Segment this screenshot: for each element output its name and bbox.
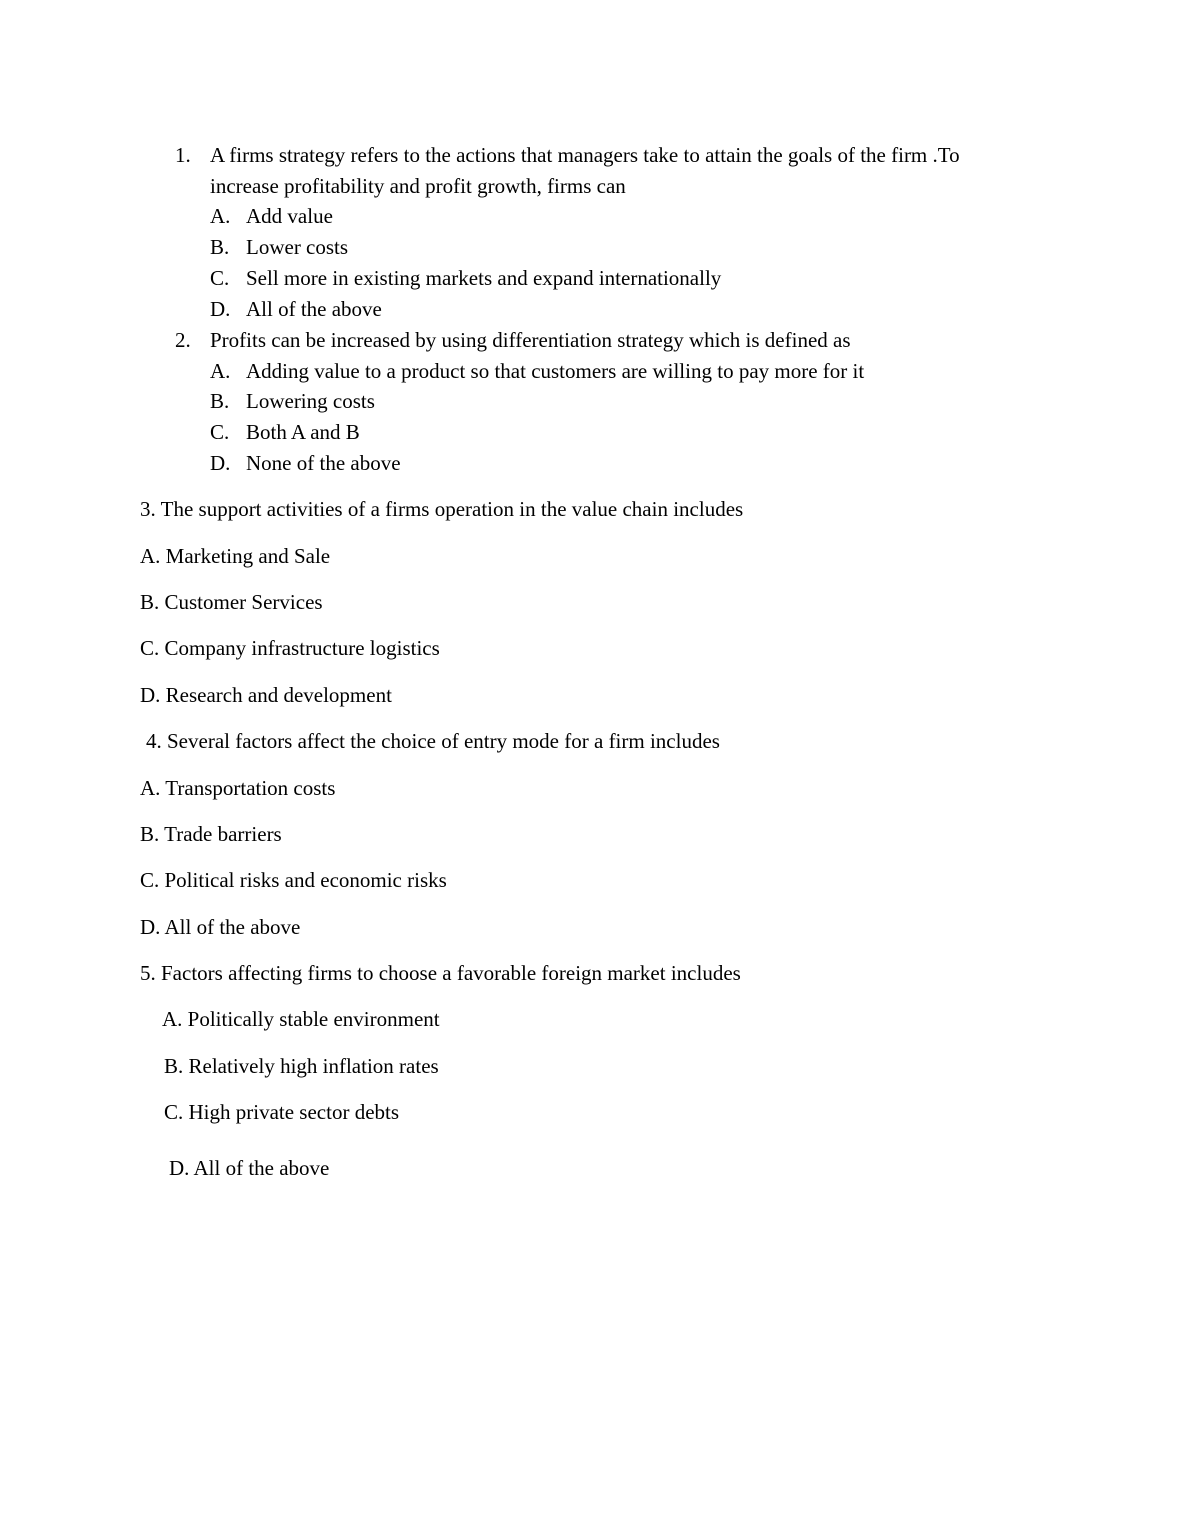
option-letter: D.: [210, 297, 231, 321]
option-item: A. Transportation costs: [140, 776, 336, 800]
question-text-continued: increase profitability and profit growth, firms can: [210, 174, 626, 198]
option-item: A. Marketing and Sale: [140, 544, 331, 568]
question-text: 5. Factors affecting firms to choose a favorable foreign market includes: [140, 961, 741, 985]
option-text: Lower costs: [246, 235, 349, 259]
option-text: All of the above: [246, 297, 382, 321]
question-text: Profits can be increased by using differentiation strategy which is defined as: [210, 328, 851, 352]
option-letter: D.: [210, 451, 231, 475]
option-item: D. All of the above: [140, 915, 301, 939]
option-item: A. Politically stable environment: [162, 1007, 440, 1031]
question-text: 3. The support activities of a firms operation in the value chain includes: [140, 497, 744, 521]
option-text: Both A and B: [246, 420, 360, 444]
option-letter: B.: [210, 235, 230, 259]
option-text: Sell more in existing markets and expand internationally: [246, 266, 722, 290]
question-text: A firms strategy refers to the actions that managers take to attain the goals of the firm .To: [210, 143, 960, 167]
option-item: C. Company infrastructure logistics: [140, 636, 440, 660]
option-item: D. All of the above: [169, 1156, 330, 1180]
option-letter: C.: [210, 266, 230, 290]
option-text: Adding value to a product so that customers are willing to pay more for it: [246, 359, 865, 383]
option-letter: A.: [210, 359, 231, 383]
option-item: C. High private sector debts: [164, 1100, 400, 1124]
option-letter: C.: [210, 420, 230, 444]
question-text: 4. Several factors affect the choice of entry mode for a firm includes: [146, 729, 720, 753]
option-item: C. Political risks and economic risks: [140, 868, 447, 892]
option-letter: B.: [210, 389, 230, 413]
option-item: B. Trade barriers: [140, 822, 282, 846]
question-number: 1.: [175, 143, 191, 167]
option-item: B. Relatively high inflation rates: [164, 1054, 439, 1078]
option-item: B. Customer Services: [140, 590, 323, 614]
option-text: Add value: [246, 204, 333, 228]
option-text: Lowering costs: [246, 389, 375, 413]
option-text: None of the above: [246, 451, 401, 475]
question-number: 2.: [175, 328, 191, 352]
option-letter: A.: [210, 204, 231, 228]
option-item: D. Research and development: [140, 683, 392, 707]
